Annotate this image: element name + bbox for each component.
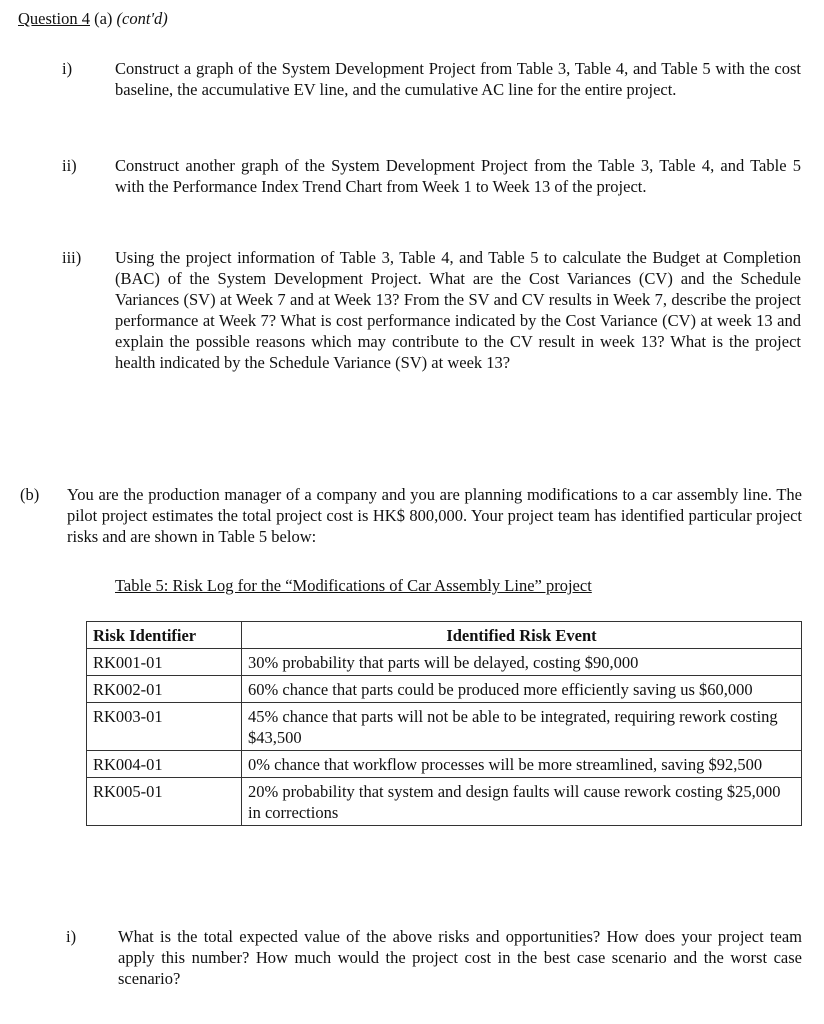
- item-number: iii): [62, 248, 82, 267]
- page-heading: [18, 8, 168, 29]
- item-number: ii): [62, 156, 77, 175]
- table-row: [87, 676, 802, 703]
- risk-id-cell: RK003-01: [87, 703, 242, 751]
- item-text: Using the project information of Table 3, Table 4, and Table 5 to calculate the Budget at Completion (BAC) of the System Development Project. What are the Cost Variances (CV) and the Schedule Variances (SV) at Week 7 and at Week 13? From the SV and CV results in Week 7, describe the project performance at Week 7? What is cost performance indicated by the Cost Variance (CV) at week 13 and explain the possible reasons which may contribute to the CV result in week 13? What is the project health indicated by the Schedule Variance (SV) at week 13?: [115, 248, 801, 372]
- part-b-text: You are the production manager of a company and you are planning modifications to a car assembly line. The pilot project estimates the total project cost is HK$ 800,000. Your project team has identified particular project risks and are shown in Table 5 below:: [67, 485, 802, 546]
- item-text: Construct a graph of the System Development Project from Table 3, Table 4, and Table 5 with the cost baseline, the accumulative EV line, and the cumulative AC line for the entire project.: [115, 59, 801, 99]
- table-row: [87, 778, 802, 826]
- table-caption: Table 5: Risk Log for the “Modifications of Car Assembly Line” project: [115, 576, 592, 595]
- risk-log-table: [86, 621, 802, 826]
- part-label: (a): [94, 9, 113, 28]
- table-row: [87, 751, 802, 778]
- continued-label: (cont'd): [116, 9, 168, 28]
- risk-id-cell: RK005-01: [87, 778, 242, 826]
- table-row: [87, 649, 802, 676]
- risk-event-cell: 20% probability that system and design faults will cause rework costing $25,000 in corrections: [242, 778, 802, 826]
- header-risk-identifier: Risk Identifier: [87, 622, 242, 649]
- risk-event-cell: 45% chance that parts will not be able to be integrated, requiring rework costing $43,500: [242, 703, 802, 751]
- item-text: Construct another graph of the System Development Project from the Table 3, Table 4, and Table 5 with the Performance Index Trend Chart from Week 1 to Week 13 of the project.: [115, 156, 801, 196]
- risk-id-cell: RK002-01: [87, 676, 242, 703]
- question-label: Question 4: [18, 9, 90, 28]
- item-number: i): [66, 927, 77, 946]
- table-header-row: [87, 622, 802, 649]
- part-b-label: (b): [20, 485, 40, 504]
- risk-event-cell: 30% probability that parts will be delayed, costing $90,000: [242, 649, 802, 676]
- item-text: What is the total expected value of the above risks and opportunities? How does your project team apply this number? How much would the project cost in the best case scenario and the worst case scenario?: [118, 927, 802, 988]
- risk-event-cell: 60% chance that parts could be produced more efficiently saving us $60,000: [242, 676, 802, 703]
- risk-id-cell: RK004-01: [87, 751, 242, 778]
- table-row: [87, 703, 802, 751]
- item-number: i): [62, 59, 73, 78]
- header-risk-event: Identified Risk Event: [242, 622, 802, 649]
- risk-id-cell: RK001-01: [87, 649, 242, 676]
- risk-event-cell: 0% chance that workflow processes will be more streamlined, saving $92,500: [242, 751, 802, 778]
